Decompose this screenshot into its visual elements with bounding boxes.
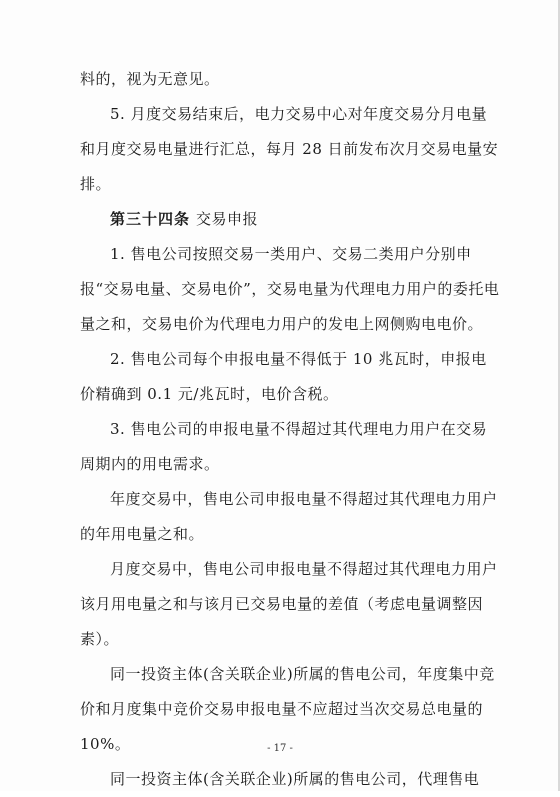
page-body	[80, 62, 500, 797]
article-heading	[80, 202, 500, 237]
paragraph-item-1: 1. 售电公司按照交易一类用户、交易二类用户分别申报“交易电量、交易电价”，交易电量为代理电力用户的委托电量之和，交易电价为代理电力用户的发电上网侧购电电价。	[80, 245, 500, 333]
article-title: 交易申报	[196, 210, 259, 228]
paragraph-same-investor-limit: 同一投资主体(含关联企业)所属的售电公司，年度集中竞价和月度集中竞价交易申报电量不应超过当次交易总电量的 10%。	[80, 665, 495, 753]
paragraph-item-3: 3. 售电公司的申报电量不得超过其代理电力用户在交易周期内的用电需求。	[80, 420, 488, 473]
paragraph-item-2: 2. 售电公司每个申报电量不得低于 10 兆瓦时，申报电价精确到 0.1 元/兆瓦时，电价含税。	[80, 350, 487, 403]
paragraph-monthly-trade: 月度交易中，售电公司申报电量不得超过其代理电力用户该月用电量之和与该月已交易电量的差值（考虑电量调整因素）。	[80, 560, 498, 648]
article-number: 第三十四条	[110, 210, 191, 228]
page-number: - 17 -	[267, 743, 293, 754]
paragraph-item-5: 5. 月度交易结束后，电力交易中心对年度交易分月电量和月度交易电量进行汇总，每月 28 日前发布次月交易电量安排。	[80, 105, 499, 193]
paragraph-annual-trade: 年度交易中，售电公司申报电量不得超过其代理电力用户的年用电量之和。	[80, 490, 498, 543]
paragraph-continuation: 料的，视为无意见。	[80, 70, 220, 88]
paragraph-same-investor-agency: 同一投资主体(含关联企业)所属的售电公司，代理售电	[110, 770, 480, 788]
